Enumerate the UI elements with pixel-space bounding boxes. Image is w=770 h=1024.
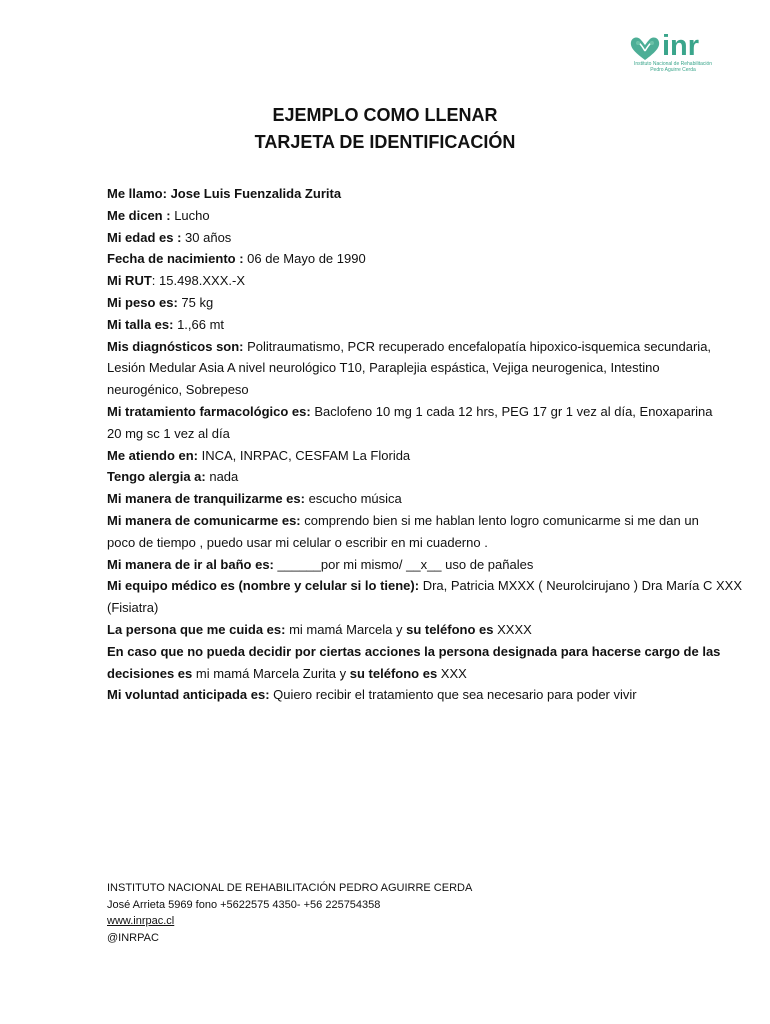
- field-decision-value: mi mamá Marcela Zurita y: [192, 665, 350, 681]
- field-treatment-line2: 20 mg sc 1 vez al día: [107, 425, 230, 441]
- footer-institution: INSTITUTO NACIONAL DE REHABILITACIÓN PEDRO AGUIRRE CERDA: [107, 882, 473, 894]
- field-caregiver-phone-value: XXXX: [493, 621, 532, 637]
- field-birth-label: Fecha de nacimiento :: [107, 251, 244, 267]
- field-height-label: Mi talla es:: [107, 316, 174, 332]
- footer-address: José Arrieta 5969 fono +5622575 4350- +56 225754358: [107, 898, 381, 911]
- field-allergy-value: nada: [205, 469, 239, 485]
- field-decision-line2: [107, 663, 767, 685]
- field-calm-label: Mi manera de tranquilizarme es:: [107, 491, 305, 507]
- field-communicate-value1: comprendo bien si me hablan lento logro comunicarme si me dan un: [300, 512, 699, 528]
- field-age-value: 30 años: [181, 229, 232, 245]
- field-diagnosis-line2: Lesión Medular Asia A nivel neurológico T10, Paraplejia espástica, Vejiga neurogenica, Intestino: [107, 360, 660, 376]
- field-age-label: Mi edad es :: [107, 229, 182, 245]
- field-decision-phone-label: su teléfono es: [349, 665, 438, 681]
- field-nickname-label: Me dicen :: [107, 207, 171, 223]
- field-weight: [107, 292, 767, 314]
- field-diagnosis-label: Mis diagnósticos son:: [107, 338, 244, 354]
- field-will: [107, 684, 767, 706]
- field-treatment-label: Mi tratamiento farmacológico es:: [107, 403, 311, 419]
- field-caregiver-value: mi mamá Marcela y: [285, 621, 407, 637]
- field-bathroom: [107, 554, 767, 576]
- field-decision-label2: decisiones es: [107, 665, 193, 681]
- field-bathroom-value: ______por mi mismo/ __x__ uso de pañales: [273, 556, 534, 572]
- field-care-at: [107, 445, 767, 467]
- field-will-value: Quiero recibir el tratamiento que sea necesario para poder vivir: [269, 687, 637, 703]
- logo-wordmark: inr: [662, 30, 700, 62]
- heart-leaf-icon: [628, 34, 662, 62]
- field-nickname-value: Lucho: [170, 207, 210, 223]
- logo-subtitle-line1: Instituto Nacional de Rehabilitación: [633, 61, 713, 67]
- field-bathroom-label: Mi manera de ir al baño es:: [107, 556, 274, 572]
- field-age: [107, 227, 767, 249]
- field-allergy-label: Tengo alergia a:: [107, 469, 206, 485]
- field-decision-label1: En caso que no pueda decidir por ciertas acciones la persona designada para hacerse cargo de las: [107, 643, 721, 659]
- field-caregiver: [107, 619, 767, 641]
- field-height: [107, 314, 767, 336]
- field-birth-value: 06 de Mayo de 1990: [243, 251, 366, 267]
- field-rut-value: : 15.498.XXX.-X: [151, 273, 246, 289]
- field-allergy: [107, 466, 767, 488]
- field-birth: [107, 248, 767, 270]
- field-caregiver-label: La persona que me cuida es:: [107, 621, 286, 637]
- field-diagnosis-line1: [107, 336, 767, 358]
- field-rut: [107, 270, 767, 292]
- logo-subtitle-line2: Pedro Aguirre Cerda: [650, 67, 696, 73]
- inr-logo: [628, 30, 718, 80]
- field-rut-label: Mi RUT: [107, 273, 152, 289]
- field-treatment-value1: Baclofeno 10 mg 1 cada 12 hrs, PEG 17 gr 1 vez al día, Enoxaparina: [310, 403, 713, 419]
- field-weight-value: 75 kg: [177, 294, 214, 310]
- field-diagnosis-value1: Politraumatismo, PCR recuperado encefalopatía hipoxico-isquemica secundaria,: [243, 338, 712, 354]
- field-medical-team-value1: Dra, Patricia MXXX ( Neurolcirujano ) Dra María C XXX: [419, 578, 743, 594]
- field-communicate-line2: poco de tiempo , puedo usar mi celular o escribir en mi cuaderno .: [107, 534, 488, 550]
- field-calm-value: escucho música: [304, 491, 402, 507]
- field-care-at-label: Me atiendo en:: [107, 447, 199, 463]
- field-decision-phone-value: XXX: [437, 665, 467, 681]
- footer: [107, 880, 472, 946]
- field-nickname: [107, 205, 767, 227]
- page-title-line2: TARJETA DE IDENTIFICACIÓN: [254, 132, 516, 152]
- field-treatment-line1: [107, 401, 767, 423]
- identification-card-fields: [107, 183, 767, 706]
- field-communicate-label: Mi manera de comunicarme es:: [107, 512, 301, 528]
- field-calm: [107, 488, 767, 510]
- field-medical-team-line1: [107, 575, 767, 597]
- field-name-label: Me llamo: Jose Luis Fuenzalida Zurita: [107, 186, 342, 201]
- field-medical-team-label: Mi equipo médico es (nombre y celular si lo tiene):: [107, 578, 420, 594]
- page-title-line1: EJEMPLO COMO LLENAR: [272, 105, 498, 125]
- field-communicate-line1: [107, 510, 767, 532]
- field-caregiver-phone-label: su teléfono es: [406, 621, 494, 637]
- field-medical-team-line2: (Fisiatra): [107, 600, 159, 616]
- field-height-value: 1.,66 mt: [173, 316, 225, 332]
- field-name: [107, 183, 767, 205]
- footer-website-link[interactable]: www.inrpac.cl: [107, 915, 175, 927]
- logo-subtitle: [630, 61, 716, 73]
- field-decision-line1: [107, 641, 767, 663]
- footer-social: @INRPAC: [107, 931, 159, 944]
- field-diagnosis-line3: neurogénico, Sobrepeso: [107, 382, 249, 398]
- field-weight-label: Mi peso es:: [107, 294, 178, 310]
- field-care-at-value: INCA, INRPAC, CESFAM La Florida: [198, 447, 411, 463]
- field-will-label: Mi voluntad anticipada es:: [107, 687, 270, 703]
